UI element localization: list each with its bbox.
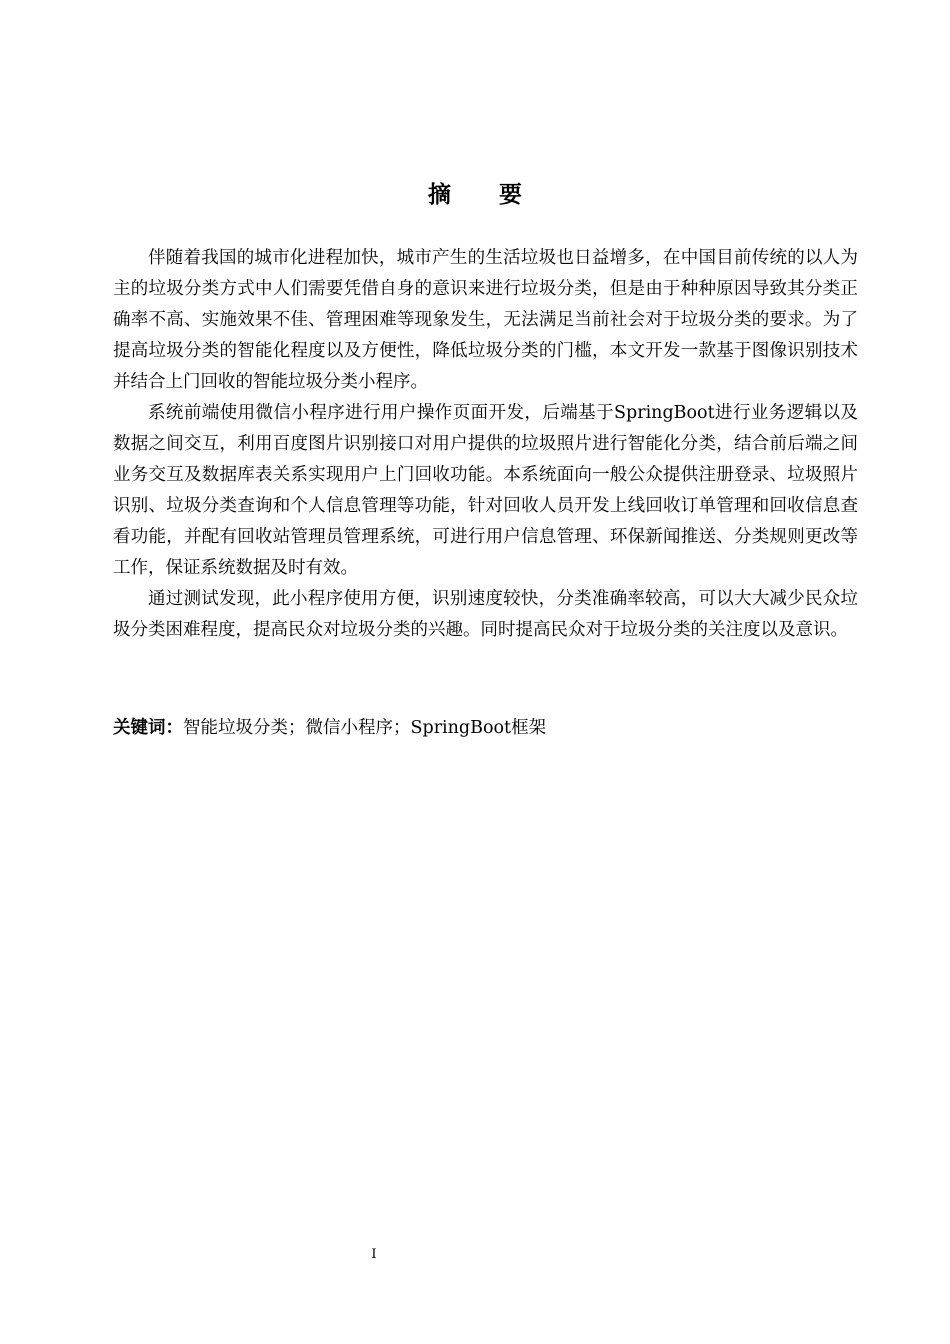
page-number: I [371, 1247, 377, 1262]
abstract-paragraph-1: 伴随着我国的城市化进程加快，城市产生的生活垃圾也日益增多，在中国目前传统的以人为主的垃圾分类方式中人们需要凭借自身的意识来进行垃圾分类，但是由于种种原因导致其分类正确率不高、实施效果不佳、管理困难等现象发生，无法满足当前社会对于垃圾分类的要求。为了提高垃圾分类的智能化程度以及方便性，降低垃圾分类的门槛，本文开发一款基于图像识别技术并结合上门回收的智能垃圾分类小程序。 [113, 248, 858, 392]
abstract-paragraph-3: 通过测试发现，此小程序使用方便，识别速度较快，分类准确率较高，可以大大减少民众垃圾分类困难程度，提高民众对垃圾分类的兴趣。同时提高民众对于垃圾分类的关注度以及意识。 [113, 589, 858, 640]
abstract-paragraph-2: 系统前端使用微信小程序进行用户操作页面开发，后端基于SpringBoot进行业务逻辑以及数据之间交互，利用百度图片识别接口对用户提供的垃圾照片进行智能化分类，结合前后端之间业务交互及数据库表关系实现用户上门回收功能。本系统面向一般公众提供注册登录、垃圾照片识别、垃圾分类查询和个人信息管理等功能，针对回收人员开发上线回收订单管理和回收信息查看功能，并配有回收站管理员管理系统，可进行用户信息管理、环保新闻推送、分类规则更改等工作，保证系统数据及时有效。 [113, 403, 858, 578]
abstract-title: 摘要 [428, 182, 570, 208]
keywords-line [113, 713, 858, 744]
abstract-body [113, 243, 858, 646]
keywords-text: 智能垃圾分类；微信小程序；SpringBoot框架 [183, 718, 547, 738]
keywords-label: 关键词： [113, 718, 183, 738]
